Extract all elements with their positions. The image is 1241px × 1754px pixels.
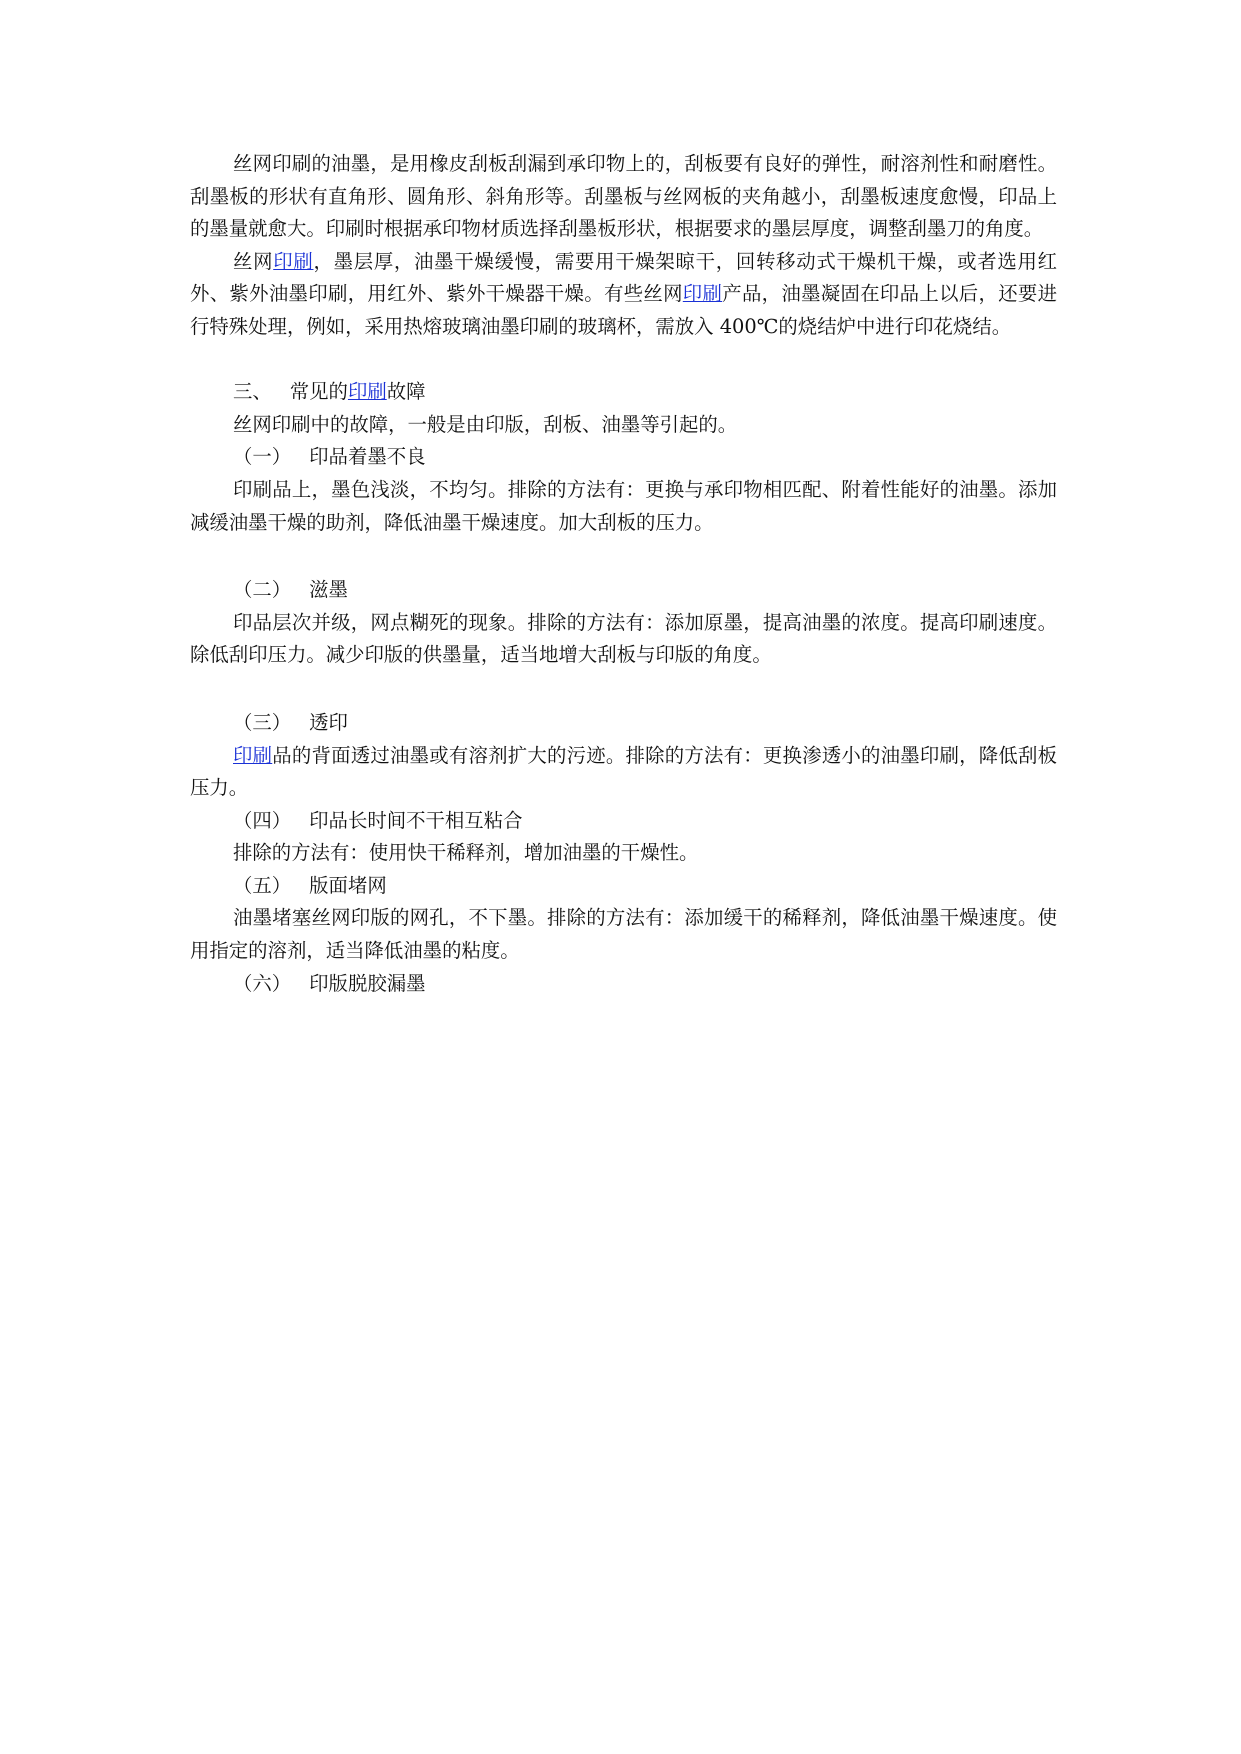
fault-text: 油墨堵塞丝网印版的网孔，不下墨。排除的方法有：添加缓干的稀释剂，降低油墨干燥速度。使用指定的溶剂，适当降低油墨的粘度。 [190,906,1057,963]
fault-title: 印品长时间不干相互粘合 [309,808,523,832]
text-segment: 产品，油墨凝固在印品上以后，还要进行特殊处理，例如，采用热熔玻璃油墨印刷的玻璃杯，需放入 400℃的烧结炉中进行印花烧结。 [190,282,1058,338]
fault-heading [190,968,1057,1001]
fault-heading [190,707,1057,740]
spacer [190,672,1057,707]
section-heading [190,376,1057,409]
fault-heading [190,805,1057,838]
fault-text [190,740,1057,805]
section-intro: 丝网印刷中的故障，一般是由印版，刮板、油墨等引起的。 [233,412,738,436]
fault-text: 印刷品上，墨色浅淡，不均匀。排除的方法有：更换与承印物相匹配、附着性能好的油墨。添加减缓油墨干燥的助剂，降低油墨干燥速度。加大刮板的压力。 [190,477,1057,534]
fault-text: 排除的方法有：使用快干稀释剂，增加油墨的干燥性。 [233,841,699,865]
fault-number: （二） [233,578,292,602]
fault-title: 印版脱胶漏墨 [309,971,426,995]
fault-heading [190,870,1057,903]
fault-number: （一） [233,445,292,469]
spacer [190,539,1057,574]
printing-link[interactable]: 印刷 [273,249,314,273]
fault-title: 透印 [309,710,348,734]
fault-number: （六） [233,971,292,995]
printing-link[interactable]: 印刷 [682,282,723,306]
paragraph-drying [190,246,1057,344]
paragraph-squeegee: 丝网印刷的油墨，是用橡皮刮板刮漏到承印物上的，刮板要有良好的弹性，耐溶剂性和耐磨性。刮墨板的形状有直角形、圆角形、斜角形等。刮墨板与丝网板的夹角越小，刮墨板速度愈慢，印品上的墨量就愈大。印刷时根据承印物材质选择刮墨板形状，根据要求的墨层厚度，调整刮墨刀的角度。 [190,152,1057,241]
fault-heading [190,574,1057,607]
fault-number: （四） [233,808,292,832]
section-title-part: 故障 [386,380,426,404]
text-segment: 品的背面透过油墨或有溶剂扩大的污迹。排除的方法有：更换渗透小的油墨印刷，降低刮板压力。 [190,743,1057,800]
printing-link[interactable]: 印刷 [233,743,273,767]
text-segment: 丝网 [233,249,274,273]
fault-number: （三） [233,710,292,734]
section-title-part: 常见的 [289,380,348,404]
fault-title: 印品着墨不良 [309,445,426,469]
fault-text: 印品层次并级，网点糊死的现象。排除的方法有：添加原墨，提高油墨的浓度。提高印刷速度。除低刮印压力。减少印版的供墨量，适当地增大刮板与印版的角度。 [190,610,1057,667]
spacer [190,344,1057,377]
fault-title: 滋墨 [309,578,348,602]
printing-link[interactable]: 印刷 [347,380,387,404]
section-number: 三、 [233,380,272,404]
text-segment: ，墨层厚，油墨干燥缓慢，需要用干燥架晾干，回转移动式干燥机干燥，或者选用红外、紫外油墨印刷，用红外、紫外干燥器干燥。有些丝网 [190,249,1058,306]
fault-heading [190,441,1057,474]
fault-number: （五） [233,873,292,897]
fault-title: 版面堵网 [309,873,387,897]
document-page [190,148,1057,1000]
